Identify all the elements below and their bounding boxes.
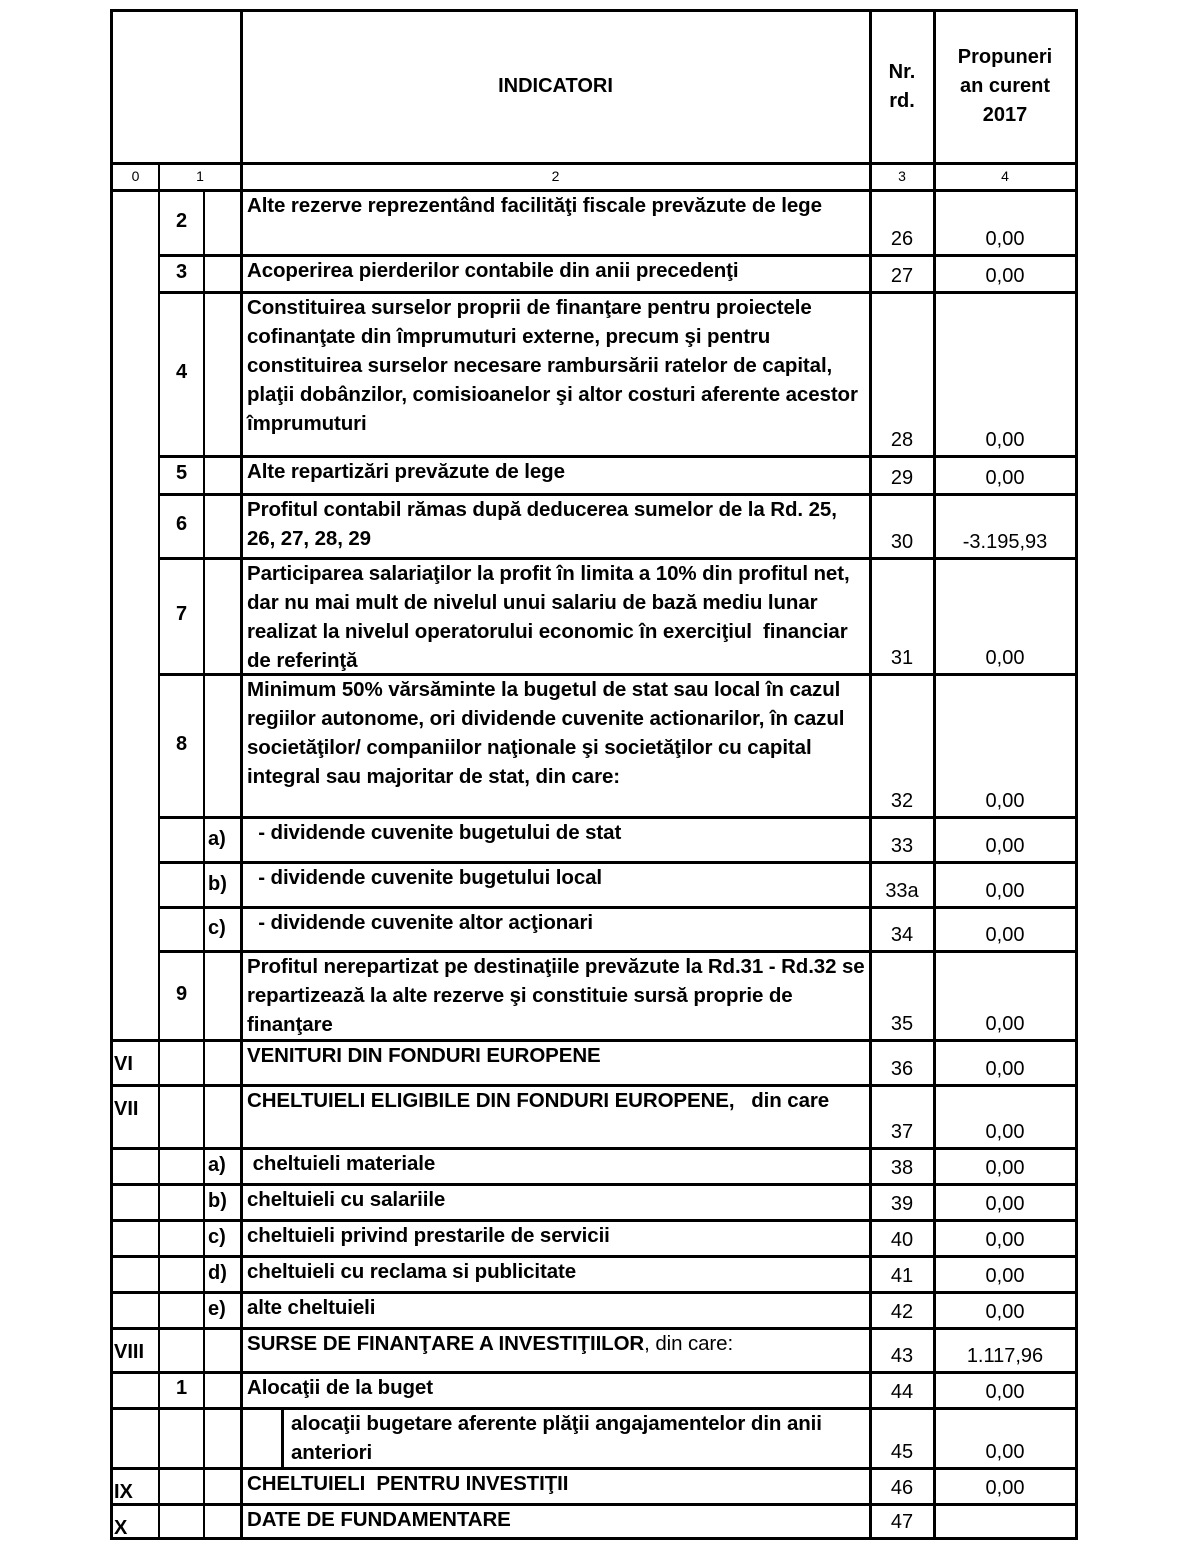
column-divider-1	[203, 1256, 205, 1292]
indicator-text-main: - dividende cuvenite altor acţionari	[247, 911, 593, 934]
column-divider-0	[158, 1468, 160, 1504]
column-divider-0	[158, 1148, 160, 1184]
proposal-value: 0,00	[985, 1121, 1025, 1143]
indicator-text	[243, 675, 868, 791]
row-number: 6	[175, 513, 188, 535]
row-code: 28	[890, 429, 914, 451]
proposal-value: 1.117,96	[966, 1345, 1044, 1367]
column-number-4: 4	[1001, 168, 1009, 184]
column-divider-1	[203, 1184, 205, 1220]
proposal-value: 0,00	[985, 228, 1025, 250]
indicator-text	[243, 1149, 868, 1178]
indicator-text	[243, 191, 868, 220]
proposal-value: 0,00	[985, 1441, 1025, 1463]
indicator-text	[243, 1505, 868, 1534]
proposal-value: 0,00	[985, 429, 1025, 451]
row-sub-letter: c)	[208, 917, 226, 939]
row-sub-letter: a)	[208, 827, 226, 850]
column-divider-0	[158, 907, 160, 951]
row-number: 2	[175, 209, 188, 232]
row-code: 33a	[885, 880, 919, 902]
indicator-text	[243, 293, 868, 438]
proposal-value: 0,00	[985, 647, 1025, 669]
indicator-text	[287, 1409, 868, 1467]
column-divider-1	[203, 1040, 205, 1085]
indicator-text	[243, 908, 868, 937]
section-roman-numeral: IX	[114, 1481, 133, 1503]
column-divider-1	[203, 1148, 205, 1184]
row-code: 42	[890, 1301, 914, 1323]
column-divider-0	[158, 862, 160, 907]
column-divider-0	[158, 163, 160, 190]
indicator-text-main: Profitul nerepartizat pe destinaţiile prevăzute la Rd.31 - Rd.32 se repartizează la alte rezerve şi constituie sursă proprie de finanţare	[247, 955, 871, 1036]
column-divider-0	[158, 1040, 160, 1085]
section-roman-numeral: VII	[114, 1098, 139, 1120]
indicator-text	[243, 1373, 868, 1402]
column-divider-1	[203, 1408, 205, 1468]
indicator-text-main: Alte rezerve reprezentând facilităţi fiscale prevăzute de lege	[247, 194, 822, 217]
column-number-1: 1	[196, 168, 204, 184]
header-nr-rd-line1: Nr.	[888, 61, 916, 83]
proposal-value: 0,00	[985, 1157, 1025, 1179]
column-divider-1	[203, 1220, 205, 1256]
row-code: 44	[890, 1381, 914, 1403]
proposal-value: 0,00	[985, 1229, 1025, 1251]
row-code: 30	[890, 531, 914, 553]
row-code: 43	[890, 1345, 914, 1367]
indent-divider	[281, 1408, 284, 1468]
header-indicatori: INDICATORI	[498, 75, 613, 97]
indicator-text	[243, 495, 868, 553]
column-divider-0	[158, 1184, 160, 1220]
row-code: 32	[890, 790, 914, 812]
column-divider-0	[158, 817, 160, 862]
row-number: 5	[175, 462, 188, 484]
section-roman-numeral: VIII	[114, 1341, 145, 1363]
proposal-value: 0,00	[985, 835, 1025, 857]
column-divider-0	[158, 1504, 160, 1538]
row-number: 7	[175, 603, 188, 625]
row-code: 36	[890, 1058, 914, 1080]
indicator-text-main: alocaţii bugetare aferente plăţii angajamentelor din anii anteriori	[291, 1412, 828, 1464]
indicator-text-main: - dividende cuvenite bugetului local	[247, 866, 603, 889]
row-code: 26	[890, 228, 914, 250]
header-bottom-line	[112, 162, 1076, 165]
row-code: 27	[890, 265, 914, 287]
column-divider-1	[203, 1085, 205, 1148]
row-sub-letter: e)	[208, 1298, 226, 1320]
indicator-text-main: SURSE DE FINANŢARE A INVESTIŢIILOR	[247, 1332, 645, 1355]
row-number: 9	[175, 982, 188, 1005]
indicator-text	[243, 818, 868, 847]
indicator-text	[243, 1041, 868, 1070]
row-sub-letter: b)	[208, 1190, 227, 1212]
indicator-text-suffix: , din care:	[644, 1332, 734, 1355]
row-code: 46	[890, 1477, 914, 1499]
row-code: 38	[890, 1157, 914, 1179]
column-divider-1	[203, 1292, 205, 1328]
indicator-text	[243, 1293, 868, 1322]
indicator-text-main: CHELTUIELI PENTRU INVESTIŢII	[247, 1472, 569, 1495]
indicator-text	[243, 1257, 868, 1286]
indicator-text-main: - dividende cuvenite bugetului de stat	[247, 821, 622, 844]
proposal-value: 0,00	[985, 1013, 1025, 1035]
indicator-text-main: Alocaţii de la buget	[247, 1376, 433, 1399]
indicator-text-main: cheltuieli materiale	[247, 1152, 436, 1175]
column-divider-0	[158, 1292, 160, 1328]
indicator-text-main: Alte repartizări prevăzute de lege	[247, 460, 565, 483]
proposal-value: 0,00	[985, 1301, 1025, 1323]
column-divider-1	[203, 817, 205, 862]
proposal-value: 0,00	[985, 790, 1025, 812]
indicator-text-main: cheltuieli cu reclama si publicitate	[247, 1260, 577, 1283]
indicator-text-main: Participarea salariaţilor la profit în limita a 10% din profitul net, dar nu mai mult de nivelul unui salariu de bază mediu lunar realizat la nivelul operatorului economic în exerciţiul financiar de referinţă	[247, 562, 861, 672]
column-divider-1	[203, 1468, 205, 1504]
row-sub-letter: c)	[208, 1226, 226, 1248]
indicator-text-main: cheltuieli privind prestarile de servicii	[247, 1224, 610, 1247]
row-sub-letter: d)	[208, 1262, 227, 1284]
column-number-0: 0	[131, 168, 140, 184]
column-number-3: 3	[898, 168, 906, 184]
indicator-text-main: cheltuieli cu salariile	[247, 1188, 446, 1211]
proposal-value: 0,00	[985, 924, 1025, 946]
indicator-text	[243, 1221, 868, 1250]
column-divider-0	[158, 1220, 160, 1256]
proposal-value: 0,00	[985, 880, 1025, 902]
indicator-text-main: CHELTUIELI ELIGIBILE DIN FONDURI EUROPENE, din care	[247, 1089, 830, 1112]
indicator-text	[243, 1469, 868, 1498]
proposal-value: 0,00	[985, 1265, 1025, 1287]
proposal-value: 0,00	[985, 467, 1025, 489]
proposal-value: 0,00	[985, 1381, 1025, 1403]
header-propuneri-line1: Propuneri	[957, 46, 1053, 68]
section-roman-numeral: X	[114, 1517, 128, 1539]
indicator-text-main: alte cheltuieli	[247, 1296, 376, 1319]
row-code: 35	[890, 1013, 914, 1035]
row-bottom-line	[112, 1537, 1076, 1540]
indicator-text-main: Profitul contabil rămas după deducerea sumelor de la Rd. 25, 26, 27, 28, 29	[247, 498, 843, 550]
indicator-text-main: VENITURI DIN FONDURI EUROPENE	[247, 1044, 601, 1067]
indicator-text	[243, 952, 871, 1039]
indicator-text-main: DATE DE FUNDAMENTARE	[247, 1508, 511, 1531]
indicator-text	[243, 1185, 868, 1214]
indicator-text	[243, 1329, 868, 1358]
row-code: 39	[890, 1193, 914, 1215]
header-propuneri-line3: 2017	[982, 104, 1028, 126]
indicator-text	[243, 1086, 868, 1115]
column-divider-0	[158, 1408, 160, 1468]
proposal-value: 0,00	[985, 1058, 1025, 1080]
row-code: 41	[890, 1265, 914, 1287]
indicator-text-main: Constituirea surselor proprii de finanţare pentru proiectele cofinanţate din împrumuturi externe, precum şi pentru constituirea surselor necesare rambursării ratelor de capital, plaţii dobânzilor, comisioanelor şi altor costuri aferente acestor împrumuturi	[247, 296, 864, 435]
indicator-text	[243, 256, 868, 285]
column-divider-0	[158, 1256, 160, 1292]
row-number: 1	[175, 1377, 188, 1399]
column-divider-1	[203, 907, 205, 951]
row-code: 47	[890, 1511, 914, 1533]
row-sub-letter: a)	[208, 1154, 226, 1176]
proposal-value: 0,00	[985, 1477, 1025, 1499]
indicator-text	[243, 863, 868, 892]
proposal-value: 0,00	[985, 1193, 1025, 1215]
header-propuneri-line2: an curent	[959, 75, 1051, 97]
row-code: 31	[890, 647, 914, 669]
section-roman-numeral: VI	[114, 1053, 133, 1075]
row-sub-letter: b)	[208, 872, 227, 895]
indicator-text-main: Minimum 50% vărsăminte la bugetul de stat sau local în cazul regiilor autonome, ori dividende cuvenite actionarilor, în cazul societăţilor/ companiilor naţionale şi societăţilor cu capital integral sau majoritar de stat, din care:	[247, 678, 850, 788]
proposal-value: 0,00	[985, 265, 1025, 287]
column-divider-0	[158, 1328, 160, 1372]
column-divider-0	[158, 1085, 160, 1148]
column-divider-1	[203, 1328, 205, 1372]
column-number-2: 2	[551, 168, 560, 184]
indicator-text	[243, 457, 868, 486]
row-code: 40	[890, 1229, 914, 1251]
row-code: 33	[890, 835, 914, 857]
row-number: 4	[175, 361, 188, 383]
header-nr-rd-line2: rd.	[889, 90, 915, 112]
indicator-text	[243, 559, 868, 675]
row-code: 29	[890, 467, 914, 489]
row-number: 8	[175, 732, 188, 755]
indicator-text-main: Acoperirea pierderilor contabile din anii precedenţi	[247, 259, 739, 282]
column-divider-1	[203, 862, 205, 907]
proposal-value: -3.195,93	[962, 531, 1048, 553]
row-number: 3	[175, 260, 188, 283]
row-code: 34	[890, 924, 914, 946]
row-code: 37	[890, 1121, 914, 1143]
row-code: 45	[890, 1441, 914, 1463]
column-divider-1	[203, 1504, 205, 1538]
